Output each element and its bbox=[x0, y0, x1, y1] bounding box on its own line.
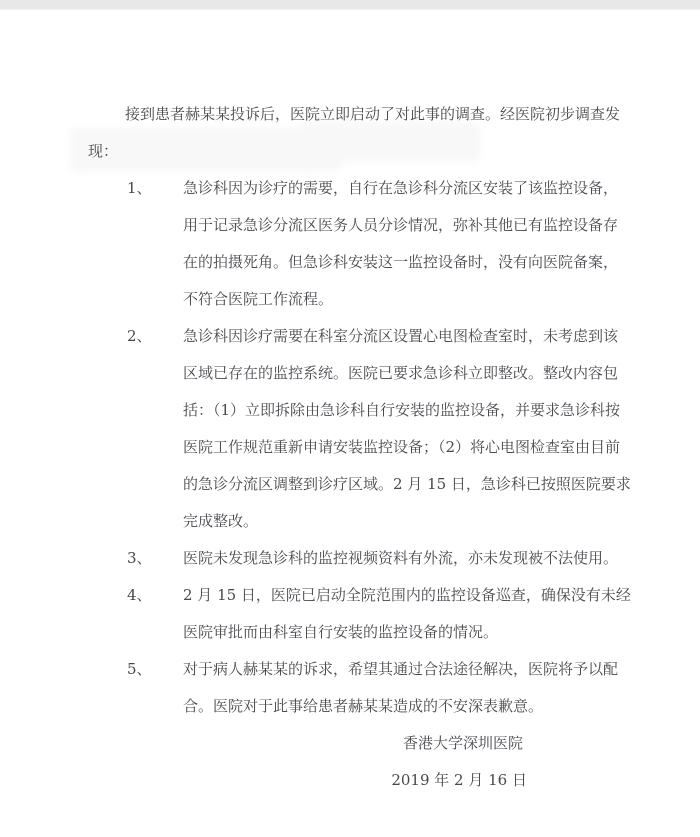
list-item-4 bbox=[88, 577, 631, 651]
item-number: 4、 bbox=[127, 586, 152, 604]
item-line: 2 月 15 日，医院已启动全院范围内的监控设备巡查，确保没有未经 bbox=[183, 586, 631, 604]
item-line: 医院未发现急诊科的监控视频资料有外流，亦未发现被不法使用。 bbox=[183, 549, 619, 567]
intro-line: 现： bbox=[88, 142, 119, 160]
item-line: 急诊科因诊疗需要在科室分流区设置心电图检查室时，未考虑到该 bbox=[183, 327, 619, 345]
item-line: 合。医院对于此事给患者赫某某造成的不安深表歉意。 bbox=[183, 697, 544, 715]
item-number: 3、 bbox=[127, 549, 152, 567]
item-number: 2、 bbox=[127, 327, 152, 345]
item-line: 急诊科因为诊疗的需要，自行在急诊科分流区安装了该监控设备， bbox=[183, 179, 619, 197]
item-text bbox=[183, 318, 631, 540]
item-line: 的急诊分流区调整到诊疗区域。2 月 15 日，急诊科已按照医院要求 bbox=[183, 475, 631, 493]
list-item-3 bbox=[88, 540, 620, 577]
item-line: 区域已存在的监控系统。医院已要求急诊科立即整改。整改内容包 bbox=[183, 364, 619, 382]
item-text bbox=[183, 170, 620, 318]
item-text bbox=[183, 540, 620, 577]
signature-date: 2019 年 2 月 16 日 bbox=[391, 771, 527, 789]
item-line: 在的拍摄死角。但急诊科安装这一监控设备时，没有向医院备案， bbox=[183, 253, 619, 271]
item-line: 对于病人赫某某的诉求，希望其通过合法途径解决，医院将予以配 bbox=[183, 660, 619, 678]
item-line: 完成整改。 bbox=[183, 512, 259, 530]
item-line: 医院工作规范重新申请安装监控设备；（2）将心电图检查室由目前 bbox=[183, 438, 621, 456]
signature: 香港大学深圳医院 bbox=[402, 734, 523, 752]
item-line: 不符合医院工作流程。 bbox=[183, 290, 334, 308]
item-line: 用于记录急诊分流区医务人员分诊情况，弥补其他已有监控设备存 bbox=[183, 216, 619, 234]
item-line: 医院审批而由科室自行安装的监控设备的情况。 bbox=[183, 623, 499, 641]
list-item-5 bbox=[88, 651, 620, 725]
list-item-2 bbox=[88, 318, 631, 540]
item-line: 括：（1）立即拆除由急诊科自行安装的监控设备，并要求急诊科按 bbox=[183, 401, 621, 419]
document-body bbox=[88, 96, 631, 799]
item-number: 1、 bbox=[127, 179, 152, 197]
item-text bbox=[183, 651, 620, 725]
item-number: 5、 bbox=[127, 660, 152, 678]
item-text bbox=[183, 577, 631, 651]
list-item-1 bbox=[88, 170, 620, 318]
intro-line: 接到患者赫某某投诉后，医院立即启动了对此事的调查。经医院初步调查发 bbox=[125, 105, 621, 123]
scan-top-edge-bar bbox=[0, 0, 700, 10]
